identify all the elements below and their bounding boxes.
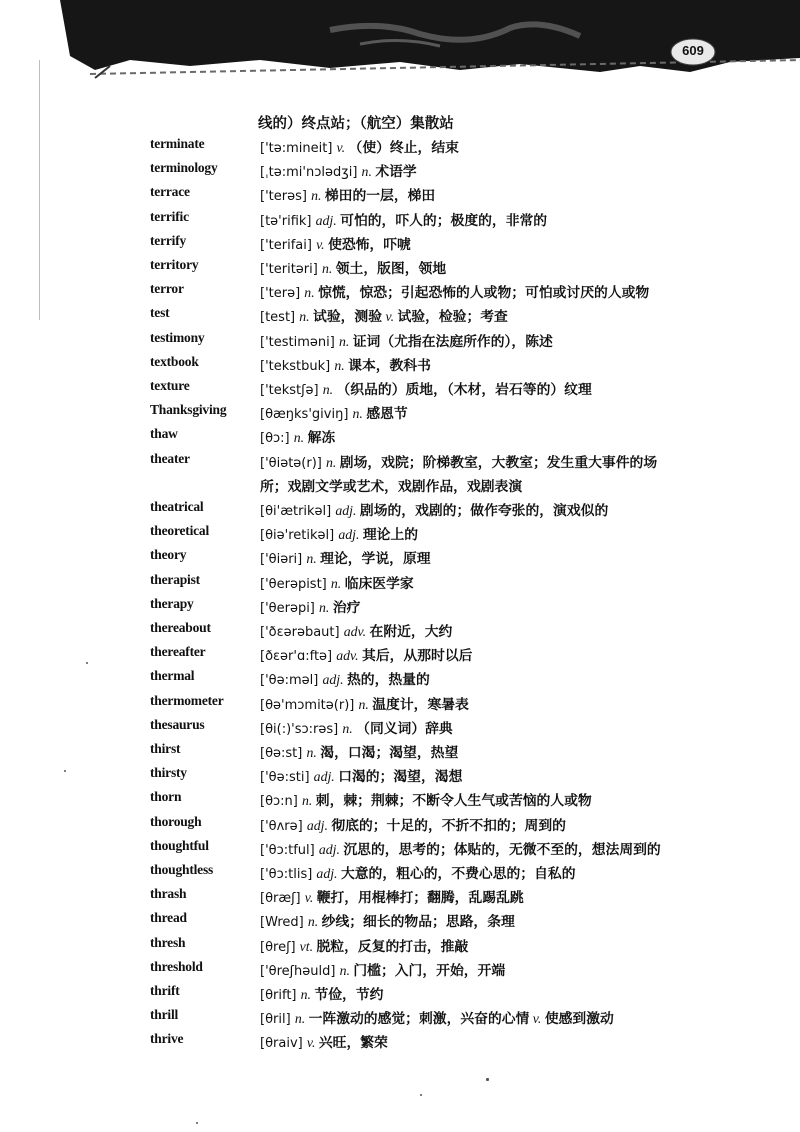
- definition: [260, 765, 462, 785]
- dictionary-entry: [0, 184, 800, 208]
- definition-text: 在附近，大约: [369, 624, 453, 640]
- dictionary-entry: [0, 136, 800, 160]
- definition-text: 术语学: [375, 164, 417, 181]
- pronunciation: [θrift]: [260, 988, 301, 1003]
- definition: [260, 838, 661, 858]
- part-of-speech: adv.: [336, 648, 363, 664]
- pronunciation: [Wred]: [260, 915, 308, 931]
- dictionary-entry: [0, 693, 800, 717]
- definition-continuation: 所；戏剧文学或艺术，戏剧作品，戏剧表演: [260, 478, 523, 495]
- dictionary-entry: [0, 233, 800, 257]
- dictionary-entry: [0, 717, 800, 741]
- part-of-speech: adj.: [335, 503, 360, 518]
- headword: thread: [150, 910, 187, 926]
- definition: [260, 499, 608, 519]
- scan-speck: [196, 1122, 198, 1124]
- pronunciation: ['θɔ:tful]: [260, 842, 319, 858]
- headword: terminate: [150, 136, 205, 151]
- pronunciation: [θæŋks'giviŋ]: [260, 407, 353, 423]
- headword: test: [150, 305, 170, 321]
- dictionary-entry: [0, 886, 800, 910]
- headword: terror: [150, 281, 184, 297]
- part-of-speech: n.: [330, 575, 345, 591]
- definition: [260, 523, 418, 543]
- scan-speck: [420, 1094, 422, 1096]
- pronunciation: ['tekstbuk]: [260, 358, 335, 374]
- definition-text: 温度计，寒暑表: [372, 696, 469, 713]
- dictionary-entry: [0, 547, 800, 571]
- definition: [260, 160, 417, 180]
- part-of-speech: n.: [321, 261, 336, 276]
- dictionary-entry: [0, 814, 800, 838]
- dictionary-entry: [0, 1031, 800, 1055]
- pronunciation: ['θɔ:tlis]: [260, 867, 317, 882]
- part-of-speech: adj.: [306, 817, 332, 833]
- headword: thesaurus: [150, 716, 205, 732]
- definition: [260, 426, 335, 446]
- pronunciation: [θɔ:]: [260, 431, 294, 447]
- headword: therapist: [150, 571, 200, 587]
- part-of-speech: vt.: [299, 938, 317, 954]
- part-of-speech: n.: [322, 382, 337, 397]
- dictionary-entry: [0, 305, 800, 329]
- definition: [260, 547, 431, 567]
- headword: thereabout: [150, 620, 211, 635]
- headword: territory: [150, 257, 199, 272]
- part-of-speech: adv.: [343, 624, 370, 639]
- definition-text: 剧场，戏院；阶梯教室，大教室；发生重大事件的场: [339, 454, 658, 471]
- definition: [260, 354, 431, 374]
- headword: texture: [150, 378, 190, 393]
- headword: thermal: [150, 668, 195, 684]
- dictionary-entry: [0, 620, 800, 644]
- definition-text: （织品的）质地，（木材，岩石等的）纹理: [336, 382, 592, 398]
- pronunciation: ['θə:məl]: [260, 673, 323, 689]
- definition: [260, 693, 469, 713]
- definition-text: 领土，版图，领地: [335, 261, 447, 277]
- dictionary-entry: [0, 354, 800, 378]
- pronunciation: ['terəs]: [260, 189, 312, 205]
- pronunciation: [θril]: [260, 1012, 295, 1028]
- pronunciation: [θi'ætrikəl]: [260, 504, 336, 519]
- pronunciation: ['testiməni]: [260, 334, 339, 350]
- definition: [260, 451, 657, 471]
- dictionary-entry: [0, 596, 800, 620]
- definition: [260, 1007, 614, 1027]
- definition-text: 兴旺，繁荣: [318, 1035, 388, 1052]
- definition-text: 解冻: [307, 430, 336, 447]
- headword: terrace: [150, 184, 190, 200]
- definition-text: 一阵激动的感觉；刺激，兴奋的心情: [308, 1011, 530, 1028]
- headword: thoughtless: [150, 862, 214, 877]
- definition: [260, 281, 649, 301]
- headword: thermometer: [150, 692, 224, 708]
- part-of-speech: n.: [319, 599, 333, 615]
- pronunciation: [θɔ:n]: [260, 794, 302, 810]
- dictionary-entry: [0, 1007, 800, 1031]
- dictionary-entry: [0, 450, 800, 495]
- part-of-speech: n.: [300, 987, 315, 1002]
- pronunciation: [θi(:)'sɔ:rəs]: [260, 721, 343, 737]
- definition: [260, 983, 383, 1003]
- pronunciation: [θə:st]: [260, 746, 307, 761]
- part-of-speech: v.: [304, 890, 317, 906]
- part-of-speech: n.: [299, 309, 314, 325]
- headword: terrific: [150, 208, 189, 224]
- headword: therapy: [150, 595, 194, 611]
- pronunciation: [ðεər'ɑ:ftə]: [260, 649, 337, 665]
- definition: [260, 959, 505, 979]
- definition: [260, 862, 576, 882]
- headword: thereafter: [150, 644, 206, 660]
- pronunciation: ['tə:mineit]: [260, 141, 337, 156]
- part-of-speech: adj.: [318, 841, 344, 857]
- definition: [260, 184, 435, 204]
- headword: thrash: [150, 886, 187, 902]
- part-of-speech: n.: [294, 1011, 309, 1027]
- headword: theatrical: [150, 499, 204, 514]
- part-of-speech: n.: [304, 285, 319, 301]
- pronunciation: ['teritəri]: [260, 262, 322, 277]
- part-of-speech: n.: [311, 188, 325, 204]
- definition-text: 使感到激动: [544, 1011, 614, 1028]
- definition-text: 口渴的；渴望，渴想: [338, 769, 463, 786]
- definition: [260, 305, 508, 325]
- definition: [260, 572, 414, 592]
- part-of-speech: n.: [338, 333, 353, 349]
- definition-text: 梯田的一层，梯田: [324, 188, 436, 205]
- pronunciation: [θræʃ]: [260, 891, 305, 907]
- dictionary-entry: [0, 572, 800, 596]
- definition-text: 热的，热量的: [347, 672, 430, 689]
- part-of-speech: n.: [334, 357, 349, 373]
- part-of-speech: v.: [529, 1011, 545, 1027]
- definition-text: 理论上的: [362, 527, 419, 544]
- part-of-speech: n.: [306, 551, 321, 567]
- dictionary-entry: [0, 765, 800, 789]
- part-of-speech: n.: [361, 164, 376, 180]
- headword: theory: [150, 547, 187, 563]
- pronunciation: ['terə]: [260, 286, 305, 302]
- definition: [260, 789, 592, 809]
- part-of-speech: adj.: [322, 672, 347, 688]
- dictionary-entry: [0, 935, 800, 959]
- definition-text: 门槛；入门，开始，开端: [353, 962, 506, 979]
- definition: [260, 378, 592, 398]
- part-of-speech: v.: [316, 236, 329, 252]
- dictionary-entry: [0, 862, 800, 886]
- definition: [260, 886, 524, 906]
- dictionary-entry: [0, 838, 800, 862]
- dictionary-entry: [0, 281, 800, 305]
- continuation-line: 线的）终点站；（航空）集散站: [258, 115, 454, 132]
- pronunciation: ['θʌrə]: [260, 818, 307, 834]
- definition: [260, 136, 459, 156]
- definition-text: 其后，从那时以后: [362, 648, 473, 665]
- pronunciation: ['θerəpist]: [260, 576, 331, 592]
- definition: [260, 330, 553, 350]
- part-of-speech: n.: [307, 914, 322, 930]
- definition-text: 沉思的，思考的；体贴的，无微不至的，想法周到的: [343, 841, 661, 858]
- dictionary-entry: [0, 499, 800, 523]
- headword: terrify: [150, 232, 187, 248]
- definition-text: 刺，棘；荆棘；不断令人生气或苦恼的人或物: [315, 793, 592, 810]
- headword: testimony: [150, 329, 205, 345]
- headword: thorn: [150, 789, 182, 805]
- definition-text: 课本，教科书: [348, 357, 431, 374]
- headword: thirsty: [150, 765, 187, 781]
- definition: [260, 644, 472, 664]
- headword: thoughtful: [150, 837, 209, 853]
- definition: [260, 814, 566, 834]
- part-of-speech: adj.: [338, 527, 363, 543]
- part-of-speech: n.: [326, 454, 340, 470]
- definition-text: 脱粒，反复的打击，推敲: [316, 938, 469, 955]
- part-of-speech: v.: [336, 140, 349, 155]
- pronunciation: ['ðεərəbaut]: [260, 625, 344, 640]
- scan-speck: [486, 1078, 489, 1081]
- pronunciation: ['θiətə(r)]: [260, 455, 326, 471]
- definition-text: 试验，测验: [313, 309, 383, 326]
- pronunciation: ['tekstʃə]: [260, 383, 323, 398]
- definition: [260, 233, 411, 253]
- definition-text: （使）终止，结束: [348, 140, 459, 156]
- definition: [260, 620, 452, 640]
- dictionary-entry: [0, 523, 800, 547]
- headword: terminology: [150, 160, 218, 176]
- part-of-speech: n.: [306, 745, 321, 760]
- part-of-speech: adj.: [316, 866, 341, 881]
- definition-text: 使恐怖，吓唬: [328, 236, 411, 253]
- definition-text: 可怕的，吓人的；极度的，非常的: [340, 212, 548, 229]
- pronunciation: [θraiv]: [260, 1036, 307, 1052]
- pronunciation: ['θreʃhəuld]: [260, 963, 340, 979]
- page-number: 609: [682, 43, 704, 58]
- definition-text: 纱线；细长的物品；思路，条理: [321, 914, 515, 931]
- headword: theater: [150, 450, 190, 466]
- definition-text: 渴，口渴；渴望，热望: [320, 745, 459, 761]
- definition-text: 彻底的；十足的，不折不扣的；周到的: [331, 817, 566, 834]
- part-of-speech: n.: [293, 430, 308, 446]
- definition: [260, 910, 515, 930]
- definition-text: 临床医学家: [344, 575, 414, 592]
- part-of-speech: n.: [302, 793, 316, 809]
- definition-text: 感恩节: [366, 406, 408, 423]
- dictionary-entry: [0, 257, 800, 281]
- part-of-speech: adj.: [315, 212, 341, 228]
- part-of-speech: adj.: [313, 769, 339, 785]
- dictionary-entry: [0, 644, 800, 668]
- part-of-speech: n.: [352, 406, 367, 422]
- definition-text: 惊慌，惊恐；引起恐怖的人或物；可怕或讨厌的人或物: [318, 285, 650, 302]
- headword: textbook: [150, 353, 199, 369]
- dictionary-entry: [0, 983, 800, 1007]
- headword: thorough: [150, 813, 202, 829]
- definition: [260, 935, 468, 955]
- pronunciation: [θreʃ]: [260, 939, 300, 955]
- dictionary-entry: [0, 378, 800, 402]
- headword: thresh: [150, 934, 186, 950]
- definition-text: 治疗: [332, 599, 361, 616]
- pronunciation: [ˌtə:mi'nɔlədʒi]: [260, 165, 362, 181]
- definition: [260, 668, 430, 688]
- part-of-speech: n.: [339, 962, 354, 978]
- part-of-speech: n.: [342, 720, 357, 736]
- definition: [260, 209, 547, 229]
- headword: Thanksgiving: [150, 402, 227, 418]
- definition: [260, 717, 453, 737]
- dictionary-entry: [0, 209, 800, 233]
- pronunciation: [test]: [260, 310, 300, 326]
- dictionary-entry: [0, 160, 800, 184]
- definition-text: 大意的，粗心的，不费心思的；自私的: [340, 866, 576, 882]
- definition: [260, 1031, 388, 1051]
- part-of-speech: v.: [306, 1035, 319, 1051]
- definition-text: 剧场的，戏剧的；做作夸张的，演戏似的: [359, 503, 609, 519]
- definition-text: （同义词）辞典: [356, 720, 453, 737]
- dictionary-entry: [0, 741, 800, 765]
- definition: [260, 257, 446, 277]
- part-of-speech: v.: [382, 309, 398, 325]
- pronunciation: ['θə:sti]: [260, 770, 314, 786]
- headword: thaw: [150, 426, 178, 442]
- dictionary-entry: [0, 402, 800, 426]
- definition-text: 理论，学说，原理: [320, 551, 431, 568]
- dictionary-entry: [0, 668, 800, 692]
- dictionary-entry: [0, 910, 800, 934]
- headword: thrill: [150, 1007, 179, 1023]
- definition-text: 节俭，节约: [314, 987, 384, 1003]
- headword: threshold: [150, 958, 203, 974]
- definition-text: 鞭打，用棍棒打；翻腾，乱踢乱跳: [316, 890, 524, 907]
- headword: thirst: [150, 741, 181, 756]
- pronunciation: [θə'mɔmitə(r)]: [260, 697, 359, 713]
- dictionary-entry: [0, 789, 800, 813]
- definition-text: 证词（尤指在法庭所作的），陈述: [352, 333, 553, 350]
- definition: [260, 741, 458, 761]
- pronunciation: ['θerəpi]: [260, 600, 320, 616]
- dictionary-entry: [0, 959, 800, 983]
- definition: [260, 402, 408, 422]
- definition-text: 试验，检验；考查: [397, 309, 508, 326]
- headword: theoretical: [150, 523, 210, 539]
- pronunciation: ['terifai]: [260, 237, 317, 253]
- pronunciation: [θiə'retikəl]: [260, 528, 339, 544]
- definition: [260, 596, 360, 616]
- dictionary-entry: [0, 426, 800, 450]
- headword: thrive: [150, 1031, 184, 1047]
- dictionary-entry: [0, 330, 800, 354]
- pronunciation: ['θiəri]: [260, 552, 307, 568]
- part-of-speech: n.: [358, 696, 373, 712]
- headword: thrift: [150, 983, 180, 998]
- pronunciation: [tə'rifik]: [260, 213, 316, 229]
